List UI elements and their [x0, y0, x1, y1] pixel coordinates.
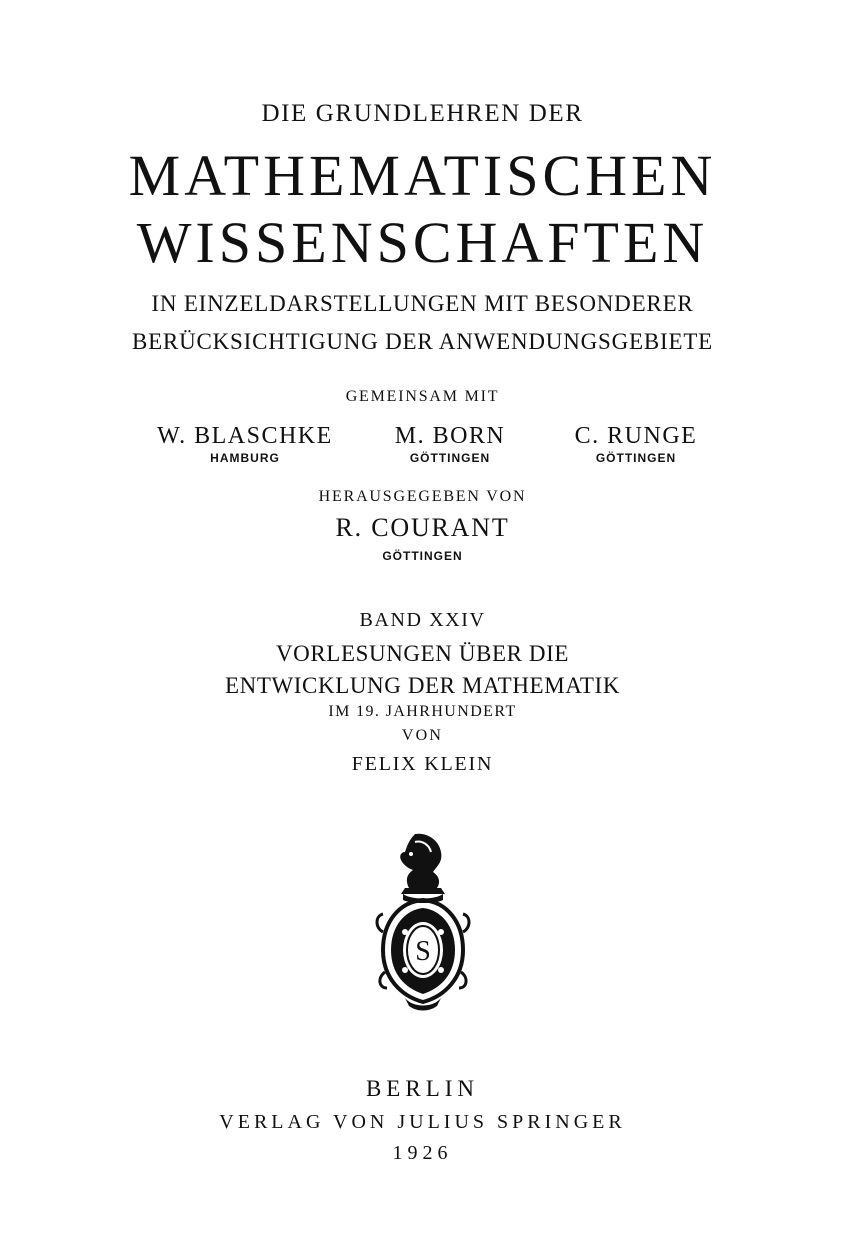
editor-place: GÖTTINGEN — [382, 549, 463, 563]
work-title-line-3: IM 19. JAHRHUNDERT — [328, 703, 517, 720]
series-title-line-2: WISSENSCHAFTEN — [136, 210, 709, 275]
work-title-line-2: ENTWICKLUNG DER MATHEMATIK — [224, 673, 621, 698]
coeditor-runge — [556, 424, 716, 464]
coeditors-label: GEMEINSAM MIT — [345, 388, 500, 405]
coeditor-place: HAMBURG — [210, 451, 280, 465]
publisher-city: BERLIN — [365, 1076, 480, 1101]
volume-number: BAND XXIV — [359, 609, 486, 631]
coeditor-place: GÖTTINGEN — [595, 451, 677, 465]
coeditor-blaschke — [145, 424, 345, 464]
coeditor-born — [355, 424, 545, 464]
publisher-name: VERLAG VON JULIUS SPRINGER — [219, 1111, 626, 1133]
series-subtitle-line-1: IN EINZELDARSTELLUNGEN MIT BESONDERER — [151, 291, 694, 316]
coeditor-name: C. RUNGE — [574, 423, 698, 449]
work-title-line-1: VORLESUNGEN ÜBER DIE — [275, 641, 570, 666]
coeditor-name: M. BORN — [394, 423, 506, 449]
editor-name: R. COURANT — [335, 513, 510, 542]
series-top-line: DIE GRUNDLEHREN DER — [261, 100, 584, 127]
author-by-label: VON — [401, 727, 444, 744]
series-title-line-1: MATHEMATISCHEN — [128, 143, 717, 208]
series-subtitle-line-2: BERÜCKSICHTIGUNG DER ANWENDUNGSGEBIETE — [131, 329, 714, 354]
springer-knight-logo-icon — [375, 832, 471, 1012]
coeditor-place: GÖTTINGEN — [409, 451, 491, 465]
coeditors-row — [0, 424, 845, 474]
publication-year: 1926 — [392, 1142, 453, 1164]
editor-label: HERAUSGEGEBEN VON — [318, 488, 527, 505]
author-name: FELIX KLEIN — [351, 753, 494, 775]
logo-letter: S — [415, 936, 431, 967]
coeditor-name: W. BLASCHKE — [157, 423, 333, 449]
